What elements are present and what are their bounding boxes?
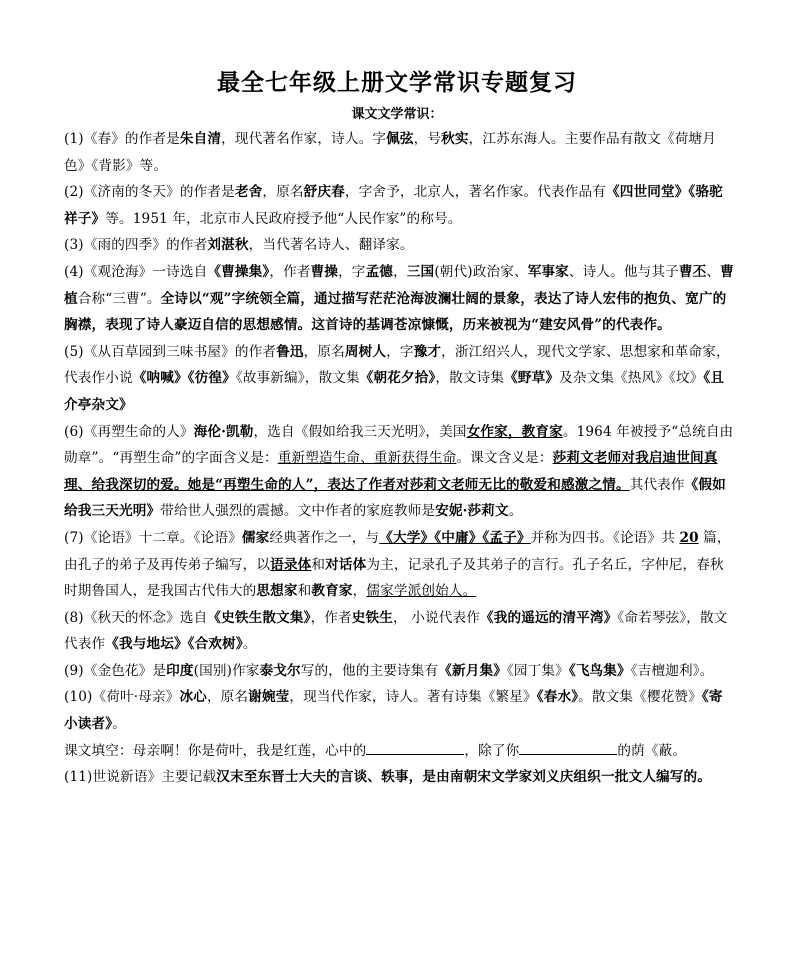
emphasis-text: 印度 [166,662,194,679]
emphasis-text: 《大学》《中庸》《孟子》 [379,529,531,546]
emphasis-text: 莎莉文老师对我启迪世间真理、给我深切的爱。她是“再塑生命的人”，表达了作者对莎莉文老师无比的敬爱和感激之情。 [64,450,718,493]
text-run: (1)《春》的作者是 [64,131,180,147]
text-run: ，作者 [310,609,352,626]
underlined-text: 重新塑造生命、重新获得生命 [277,450,457,467]
text-run: ，选自《假如给我三天光明》，美国 [253,423,467,440]
emphasis-text: 《我的遥远的清平湾》 [479,609,618,626]
emphasis-text: 豫才 [413,343,442,360]
text-run: (2)《济南的冬天》的作者是 [64,184,235,201]
paragraph [64,179,734,232]
emphasis-text: 曹丕 [678,263,707,280]
emphasis-text: 《春水》 [536,689,579,706]
paragraph [64,419,734,525]
paragraph [64,605,734,658]
text-run: ，浙江绍兴人，现代文学家、思想家和革命家，代表作小说 [64,343,730,387]
document-body [64,126,734,791]
emphasis-text: 《朝花夕拾》 [359,370,436,387]
text-run: (9)《金色花》是 [64,662,167,679]
text-run: 、诗人。他与其子 [568,263,679,280]
emphasis-text: 20 [679,529,699,546]
emphasis-text: 军事家 [527,263,569,280]
emphasis-text: 朱自清 [179,131,222,147]
text-run: ，号 [413,131,442,147]
emphasis-text: 谢婉莹 [248,689,290,706]
text-run: ，当代著名诗人、翻译家。 [248,237,414,254]
text-run: 并称为四书。《论语》共 [530,529,680,546]
text-run: (国别)作家 [193,662,260,679]
emphasis-text: 《四世同堂》《骆驼祥子》 [64,184,723,227]
paragraph [64,658,734,685]
text-run: 其代表作 [629,476,685,493]
emphasis-text: 《我与地坛》《合欢树》 [105,636,243,653]
text-run: ，江苏东海人。主要作品有散文《荷塘月色》《背影》等。 [64,131,716,174]
text-run: 、 [706,263,721,280]
emphasis-text: 《寄小读者》 [64,689,723,733]
text-run: 课文填空：母亲啊！你是荷叶，我是红莲，心中的 [64,742,367,759]
emphasis-text: 教育家 [311,583,353,600]
text-run: 和 [311,556,326,573]
text-run: (朝代)政治家、 [434,263,528,280]
emphasis-text: 秋实 [441,131,469,147]
paragraph [64,684,734,737]
text-run: (4)《观沧海》一诗选自 [64,263,208,280]
text-run: ，字 [338,263,366,280]
text-run: 《故事新编》，散文集 [235,370,360,387]
text-run: 经典著作之一，与 [269,529,380,546]
text-run: (8)《秋天的怀念》选自 [64,609,208,626]
paragraph [64,232,734,259]
paragraph [64,525,734,605]
emphasis-text: 冰心 [179,689,207,706]
text-run: 《吉檀迦利》。 [630,662,714,679]
emphasis-text: 《飞鸟集》 [568,662,631,679]
emphasis-text: 三国 [406,263,435,280]
emphasis-text: 汉末至东晋士大夫的言谈、轶事，是由南朝宋文学家刘义庆组织一批文人编写的。 [216,769,711,786]
emphasis-text: 海伦·凯勒 [193,423,254,440]
paragraph [64,126,734,179]
text-run: 。1964 年被授予“总统自由勋章”。“再塑生命”的字面含义是： [64,423,734,467]
paragraph [64,764,734,791]
text-run: 。散文集《樱花赞》 [578,689,702,706]
text-run: 。 [112,716,126,733]
emphasis-text: 《且介亭杂文》 [64,370,725,413]
text-run: 的荫《蔽。 [617,742,687,759]
emphasis-text: 佩弦 [386,131,414,147]
text-run: 。 [242,636,257,653]
emphasis-text: 泰戈尔 [259,662,301,679]
text-run: (6)《再塑生命的人》 [64,423,194,440]
emphasis-text: 鲁迅 [276,343,304,360]
emphasis-text: 《野草》 [504,370,560,387]
emphasis-text: 女作家，教育家 [466,423,563,440]
text-run: ，散文诗集 [435,370,505,387]
text-run: ，字舍予，北京人，著名作家。代表作品有 [344,184,606,201]
text-run: ，字 [386,343,414,360]
text-run: ，原名 [303,343,345,360]
text-run: ，除了你 [464,742,520,759]
fill-in-blank[interactable] [519,740,617,755]
emphasis-text: 老舍 [234,184,263,201]
emphasis-text: 思想家 [256,583,298,600]
emphasis-text: 舒庆春 [303,184,345,201]
text-run: ，原名 [262,184,304,201]
emphasis-text: 史铁生 [351,609,394,626]
emphasis-text: 安妮·莎莉文 [435,503,509,520]
text-run: (10)《荷叶·母亲》 [64,689,180,706]
emphasis-text: 孟德 [365,263,394,280]
text-run: ，作者 [269,263,311,280]
text-run: ， [352,583,367,600]
text-run: 带给世人强烈的震撼。文中作者的家庭教师是 [160,503,436,520]
document-title: 最全七年级上册文学常识专题复习 [217,70,577,96]
text-run: (3)《雨的四季》的作者 [64,237,208,254]
text-run: ，现代著名作家，诗人。字 [221,131,387,147]
text-run: ， 小说代表作 [393,609,480,626]
text-run: 合称“三曹”。 [77,290,161,307]
emphasis-text: 《假如给我三天光明》 [64,476,726,520]
text-run: 为主，记录孔子及其弟子的言行。孔子名丘，字仲尼，春秋时期鲁国人，是我国古代伟大的 [64,556,724,600]
emphasis-text: 语录体 [270,556,312,573]
text-run: 及杂文集《热风》《坟》 [559,370,704,387]
emphasis-text: 《曹操集》 [207,263,270,280]
document-subtitle: 课文文学常识： [351,107,443,122]
text-run: 篇，由孔子的弟子及再传弟子编写，以 [64,529,731,573]
emphasis-text: 曹植 [64,263,734,307]
text-run: ，原名 [206,689,249,706]
paragraph [64,259,734,339]
emphasis-text: 曹操 [310,263,339,280]
emphasis-text: 全诗以“观”字统领全篇，通过描写茫茫沧海波澜壮阔的景象，表达了诗人宏伟的抱负、宽广的胸襟，表现了诗人豪迈自信的思想感情。这首诗的基调苍凉慷慨，历来被视为“建安风骨”的代表作。 [64,290,727,334]
text-run: 。 [508,503,523,520]
text-run: 《园丁集》 [506,662,569,679]
emphasis-text: 儒家 [241,529,270,546]
paragraph [64,738,734,765]
fill-in-blank[interactable] [366,740,464,755]
emphasis-text: 《史铁生散文集》 [207,609,311,626]
emphasis-text: 刘湛秋 [207,237,249,254]
text-run: 等。1951 年，北京市人民政府授予他“人民作家”的称号。 [105,210,462,227]
emphasis-text: 对话体 [325,556,367,573]
underlined-text: 儒家学派创始人。 [366,583,477,600]
text-run: (7)《论语》十二章。《论语》 [64,529,242,546]
text-run: 《命若琴弦》，散文代表作 [64,609,728,653]
text-run: 写的，他的主要诗集有 [300,662,439,679]
text-run: ， [393,263,407,280]
emphasis-text: 《新月集》 [438,662,507,679]
text-run: 。课文含义是： [456,450,553,467]
text-run: ，现当代作家，诗人。著有诗集《繁星》 [289,689,537,706]
emphasis-text: 周树人 [344,343,387,360]
text-run: (11)世说新语》主要记载 [64,769,217,786]
emphasis-text: 《呐喊》《彷徨》 [132,370,236,387]
text-run: 和 [297,583,312,600]
paragraph [64,339,734,419]
text-run: (5)《从百草园到三味书屋》的作者 [64,343,277,360]
